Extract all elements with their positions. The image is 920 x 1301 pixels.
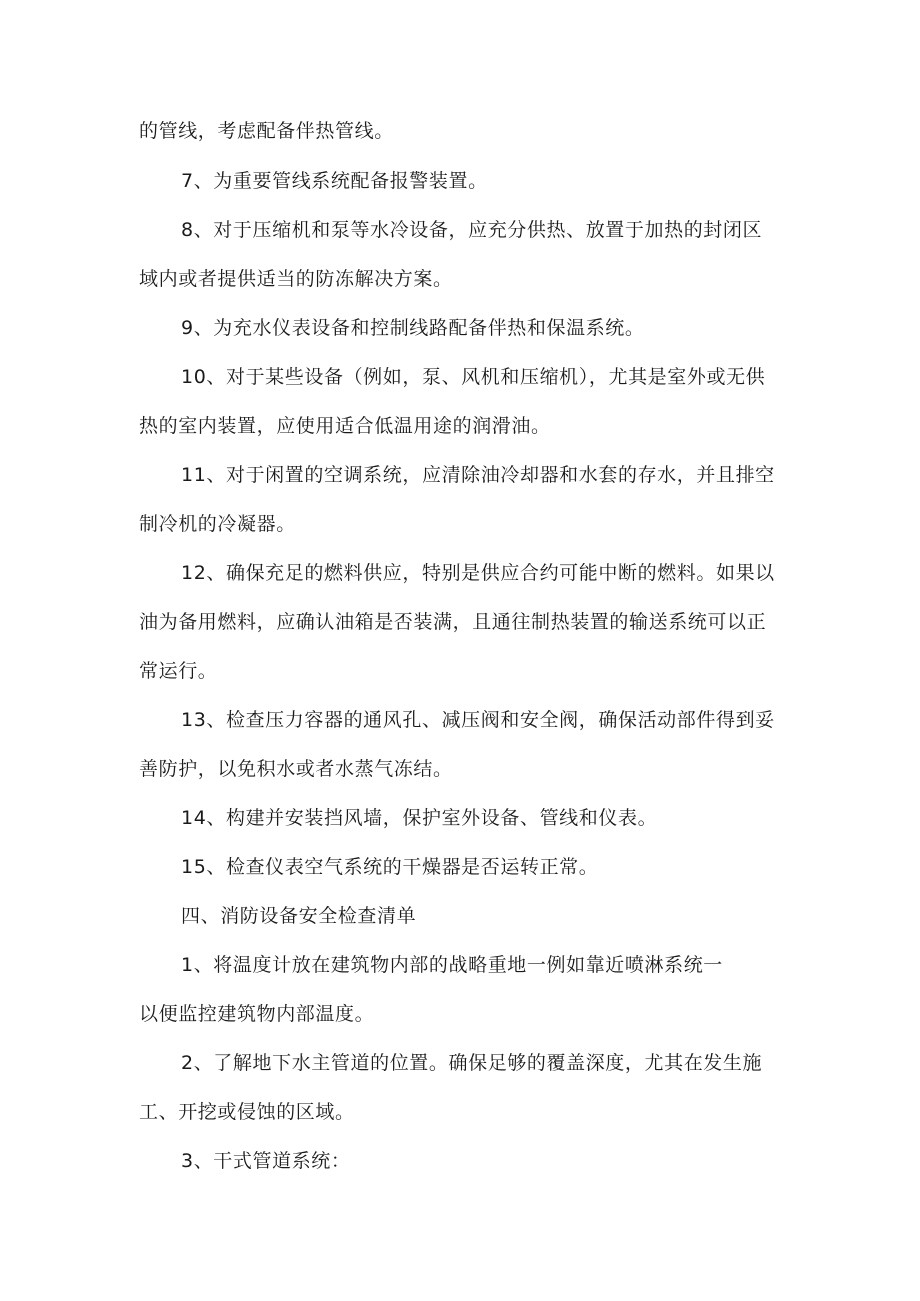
- text-line-11: 油为备用燃料，应确认油箱是否装满，且通往制热装置的输送系统可以正: [139, 611, 767, 633]
- text-line-3: 8、对于压缩机和泵等水冷设备，应充分供热、放置于加热的封闭区: [181, 219, 763, 241]
- text-line-14: 善防护，以免积水或者水蒸气冻结。: [139, 758, 453, 780]
- text-line-7: 热的室内装置，应使用适合低温用途的润滑油。: [139, 415, 551, 437]
- text-line-18: 1、将温度计放在建筑物内部的战略重地一例如靠近喷淋系统一: [181, 954, 723, 976]
- text-line-9: 制冷机的冷凝器。: [139, 513, 296, 535]
- section-heading: 四、消防设备安全检查清单: [181, 905, 417, 927]
- text-line-13: 13、检查压力容器的通风孔、减压阀和安全阀，确保活动部件得到妥: [181, 709, 775, 731]
- text-line-4: 域内或者提供适当的防冻解决方案。: [139, 268, 453, 290]
- text-line-5: 9、为充水仪表设备和控制线路配备伴热和保温系统。: [181, 317, 645, 339]
- text-line-20: 2、了解地下水主管道的位置。确保足够的覆盖深度，尤其在发生施: [181, 1052, 763, 1074]
- text-line-12: 常运行。: [139, 660, 218, 682]
- text-line-22: 3、干式管道系统：: [181, 1150, 351, 1172]
- text-line-15: 14、构建并安装挡风墙，保护室外设备、管线和仪表。: [181, 807, 658, 829]
- text-line-1: 的管线，考虑配备伴热管线。: [139, 120, 394, 142]
- text-line-10: 12、确保充足的燃料供应，特别是供应合约可能中断的燃料。如果以: [181, 562, 775, 584]
- text-line-6: 10、对于某些设备（例如，泵、风机和压缩机），尤其是室外或无供: [181, 366, 766, 388]
- text-line-8: 11、对于闲置的空调系统，应清除油冷却器和水套的存水，并且排空: [181, 464, 775, 486]
- text-line-19: 以便监控建筑物内部温度。: [139, 1003, 375, 1025]
- text-line-2: 7、为重要管线系统配备报警装置。: [181, 170, 488, 192]
- text-line-21: 工、开挖或侵蚀的区域。: [139, 1101, 355, 1123]
- text-line-16: 15、检查仪表空气系统的干燥器是否运转正常。: [181, 856, 599, 878]
